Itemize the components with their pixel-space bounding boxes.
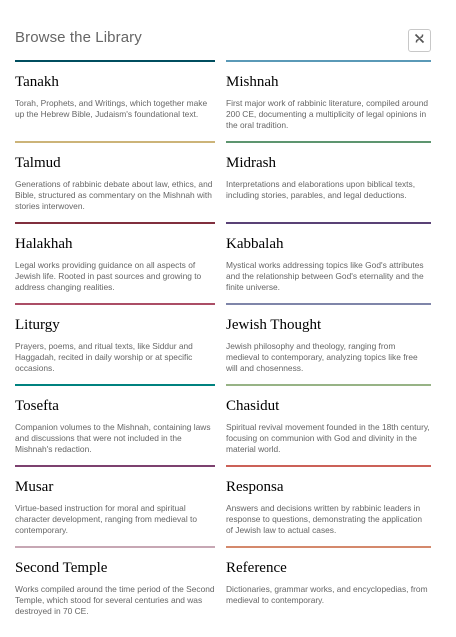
category-description: Prayers, poems, and ritual texts, like Siddur and Haggadah, recited in daily worship or at specific occasions.	[15, 341, 193, 373]
category-description: Legal works providing guidance on all aspects of Jewish life. Rooted in past sources and growing to address changing realities.	[15, 260, 202, 292]
category-description: Jewish philosophy and theology, ranging from medieval to contemporary, analyzing topics like free will and chosenness.	[226, 341, 418, 373]
category-title[interactable]: Tanakh	[15, 74, 59, 90]
category-description: Mystical works addressing topics like God's attributes and the relationship between God's eternality and the finite universe.	[226, 260, 424, 292]
category-card-jewish-thought[interactable]	[226, 303, 431, 381]
category-title[interactable]: Kabbalah	[226, 236, 284, 252]
category-description: Torah, Prophets, and Writings, which together make up the Hebrew Bible, Judaism's foundational text.	[15, 98, 208, 119]
category-title[interactable]: Chasidut	[226, 398, 280, 414]
category-title[interactable]: Mishnah	[226, 74, 279, 90]
category-card-reference[interactable]	[226, 546, 431, 624]
category-card-second-temple[interactable]	[15, 546, 215, 624]
category-card-halakhah[interactable]	[15, 222, 215, 300]
category-description: Answers and decisions written by rabbinic leaders in response to questions, demonstrating the application of Jewish law to actual cases.	[226, 503, 423, 535]
category-title[interactable]: Halakhah	[15, 236, 73, 252]
category-title[interactable]: Responsa	[226, 479, 284, 495]
category-description: Spiritual revival movement founded in the 18th century, focusing on communion with God and divinity in the material world.	[226, 422, 430, 454]
category-card-chasidut[interactable]	[226, 384, 431, 462]
category-card-talmud[interactable]	[15, 141, 215, 219]
category-description: Companion volumes to the Mishnah, containing laws and discussions that were not included in the Mishnah's redaction.	[15, 422, 211, 454]
category-card-musar[interactable]	[15, 465, 215, 543]
category-card-tanakh[interactable]	[15, 60, 215, 138]
language-toggle-button[interactable]	[408, 29, 431, 52]
category-title[interactable]: Second Temple	[15, 560, 108, 576]
library-header	[15, 29, 431, 57]
category-description: Virtue-based instruction for moral and spiritual character development, ranging from medieval to contemporary.	[15, 503, 198, 535]
category-description: Generations of rabbinic debate about law, ethics, and Bible, structured as commentary on the Mishnah with stories interwoven.	[15, 179, 213, 211]
category-description: Works compiled around the time period of the Second Temple, which stood for several centuries and was destroyed in 70 CE.	[15, 584, 215, 616]
page-title: Browse the Library	[15, 29, 142, 46]
category-card-midrash[interactable]	[226, 141, 431, 219]
category-card-responsa[interactable]	[226, 465, 431, 543]
category-title[interactable]: Talmud	[15, 155, 61, 171]
category-title[interactable]: Jewish Thought	[226, 317, 322, 333]
category-title[interactable]: Tosefta	[15, 398, 59, 414]
category-description: Dictionaries, grammar works, and encyclopedias, from medieval to contemporary.	[226, 584, 428, 605]
category-card-kabbalah[interactable]	[226, 222, 431, 300]
category-title[interactable]: Reference	[226, 560, 287, 576]
category-card-liturgy[interactable]	[15, 303, 215, 381]
category-title[interactable]: Midrash	[226, 155, 276, 171]
category-card-tosefta[interactable]	[15, 384, 215, 462]
category-title[interactable]: Liturgy	[15, 317, 60, 333]
category-title[interactable]: Musar	[15, 479, 54, 495]
category-grid	[15, 60, 431, 627]
hebrew-aleph-icon	[413, 32, 426, 50]
category-description: First major work of rabbinic literature, compiled around 200 CE, documenting a multiplicity of legal opinions in the oral tradition.	[226, 98, 429, 130]
category-description: Interpretations and elaborations upon biblical texts, including stories, parables, and legal deductions.	[226, 179, 416, 200]
category-card-mishnah[interactable]	[226, 60, 431, 138]
